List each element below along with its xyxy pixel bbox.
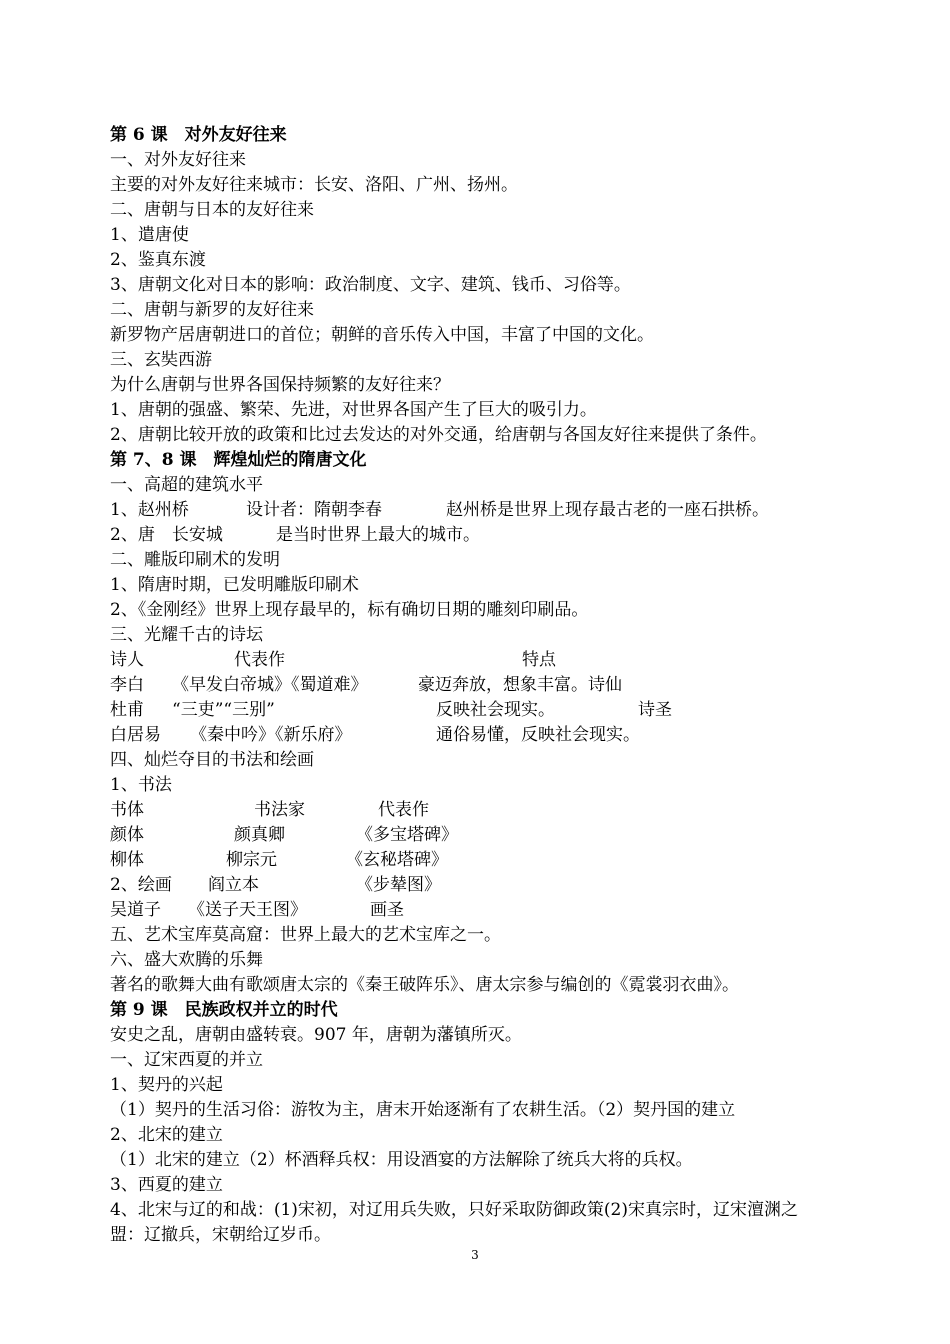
table-cell: 《多宝塔碑》 bbox=[356, 825, 458, 845]
text-line: 1、契丹的兴起 bbox=[110, 1075, 223, 1095]
table-cell: 书体 bbox=[110, 800, 144, 820]
text-line: 2、北宋的建立 bbox=[110, 1125, 223, 1145]
lesson-heading: 第 7、8 课 辉煌灿烂的隋唐文化 bbox=[110, 450, 367, 470]
table-cell: 柳宗元 bbox=[226, 850, 277, 870]
text-line: 1、遣唐使 bbox=[110, 225, 189, 245]
text-line: 一、对外友好往来 bbox=[110, 150, 246, 170]
text-line: 二、唐朝与日本的友好往来 bbox=[110, 200, 314, 220]
table-cell: 《送子天王图》 bbox=[188, 900, 307, 920]
text-line: 安史之乱，唐朝由盛转衰。907 年，唐朝为藩镇所灭。 bbox=[110, 1025, 522, 1045]
table-cell: 白居易 bbox=[110, 725, 161, 745]
text-line: 3、唐朝文化对日本的影响：政治制度、文字、建筑、钱币、习俗等。 bbox=[110, 275, 631, 295]
text-line: （1）北宋的建立（2）杯酒释兵权：用设酒宴的方法解除了统兵大将的兵权。 bbox=[110, 1150, 693, 1170]
table-cell: 是当时世界上最大的城市。 bbox=[276, 525, 480, 545]
lesson-heading: 第 6 课 对外友好往来 bbox=[110, 125, 287, 145]
text-line: 1、书法 bbox=[110, 775, 172, 795]
text-line: 4、北宋与辽的和战：(1)宋初，对辽用兵失败，只好采取防御政策(2)宋真宗时，辽宋澶渊之 bbox=[110, 1200, 798, 1220]
table-cell: 2、绘画 bbox=[110, 875, 172, 895]
text-line: 2、《金刚经》世界上现存最早的，标有确切日期的雕刻印刷品。 bbox=[110, 600, 589, 620]
table-cell: 《秦中吟》《新乐府》 bbox=[190, 725, 352, 745]
table-cell: 特点 bbox=[522, 650, 556, 670]
text-line: 为什么唐朝与世界各国保持频繁的友好往来？ bbox=[110, 375, 450, 395]
table-cell: 《步辇图》 bbox=[356, 875, 441, 895]
text-line: 四、灿烂夺目的书法和绘画 bbox=[110, 750, 314, 770]
text-line: 三、玄奘西游 bbox=[110, 350, 212, 370]
table-cell: 画圣 bbox=[370, 900, 404, 920]
table-cell: 诗圣 bbox=[638, 700, 672, 720]
table-cell: 反映社会现实。 bbox=[436, 700, 555, 720]
table-cell: 吴道子 bbox=[110, 900, 161, 920]
text-line: 2、唐朝比较开放的政策和比过去发达的对外交通，给唐朝与各国友好往来提供了条件。 bbox=[110, 425, 767, 445]
table-cell: 代表作 bbox=[234, 650, 285, 670]
text-line: 六、盛大欢腾的乐舞 bbox=[110, 950, 263, 970]
table-cell: “三吏”“三别” bbox=[172, 700, 275, 720]
table-cell: 杜甫 bbox=[110, 700, 144, 720]
table-cell: 书法家 bbox=[254, 800, 305, 820]
page-number: 3 bbox=[471, 1248, 479, 1262]
table-cell: 2、唐 长安城 bbox=[110, 525, 223, 545]
table-cell: 通俗易懂，反映社会现实。 bbox=[436, 725, 640, 745]
text-line: 二、唐朝与新罗的友好往来 bbox=[110, 300, 314, 320]
table-cell: 阎立本 bbox=[208, 875, 259, 895]
text-line: 2、鉴真东渡 bbox=[110, 250, 206, 270]
table-cell: 《玄秘塔碑》 bbox=[346, 850, 448, 870]
text-line: 三、光耀千古的诗坛 bbox=[110, 625, 263, 645]
table-cell: 豪迈奔放，想象丰富。诗仙 bbox=[418, 675, 622, 695]
text-line: 1、唐朝的强盛、繁荣、先进，对世界各国产生了巨大的吸引力。 bbox=[110, 400, 597, 420]
text-line: 1、隋唐时期，已发明雕版印刷术 bbox=[110, 575, 359, 595]
text-line: 二、雕版印刷术的发明 bbox=[110, 550, 280, 570]
table-cell: 《早发白帝城》《蜀道难》 bbox=[172, 675, 368, 695]
table-cell: 诗人 bbox=[110, 650, 144, 670]
table-cell: 李白 bbox=[110, 675, 144, 695]
text-line: 主要的对外友好往来城市：长安、洛阳、广州、扬州。 bbox=[110, 175, 518, 195]
text-line: 一、辽宋西夏的并立 bbox=[110, 1050, 263, 1070]
lesson-heading: 第 9 课 民族政权并立的时代 bbox=[110, 1000, 338, 1020]
table-cell: 设计者：隋朝李春 bbox=[246, 500, 382, 520]
text-line: 著名的歌舞大曲有歌颂唐太宗的《秦王破阵乐》、唐太宗参与编创的《霓裳羽衣曲》。 bbox=[110, 975, 739, 995]
text-line: 五、艺术宝库莫高窟：世界上最大的艺术宝库之一。 bbox=[110, 925, 501, 945]
table-cell: 赵州桥是世界上现存最古老的一座石拱桥。 bbox=[446, 500, 769, 520]
text-line: （1）契丹的生活习俗：游牧为主，唐末开始逐渐有了农耕生活。（2）契丹国的建立 bbox=[110, 1100, 736, 1120]
text-line: 3、西夏的建立 bbox=[110, 1175, 223, 1195]
text-line: 新罗物产居唐朝进口的首位；朝鲜的音乐传入中国，丰富了中国的文化。 bbox=[110, 325, 654, 345]
table-cell: 代表作 bbox=[378, 800, 429, 820]
table-cell: 颜真卿 bbox=[234, 825, 285, 845]
text-line: 一、高超的建筑水平 bbox=[110, 475, 263, 495]
table-cell: 1、赵州桥 bbox=[110, 500, 189, 520]
table-cell: 柳体 bbox=[110, 850, 144, 870]
table-cell: 颜体 bbox=[110, 825, 144, 845]
text-line: 盟：辽撤兵，宋朝给辽岁币。 bbox=[110, 1225, 331, 1245]
